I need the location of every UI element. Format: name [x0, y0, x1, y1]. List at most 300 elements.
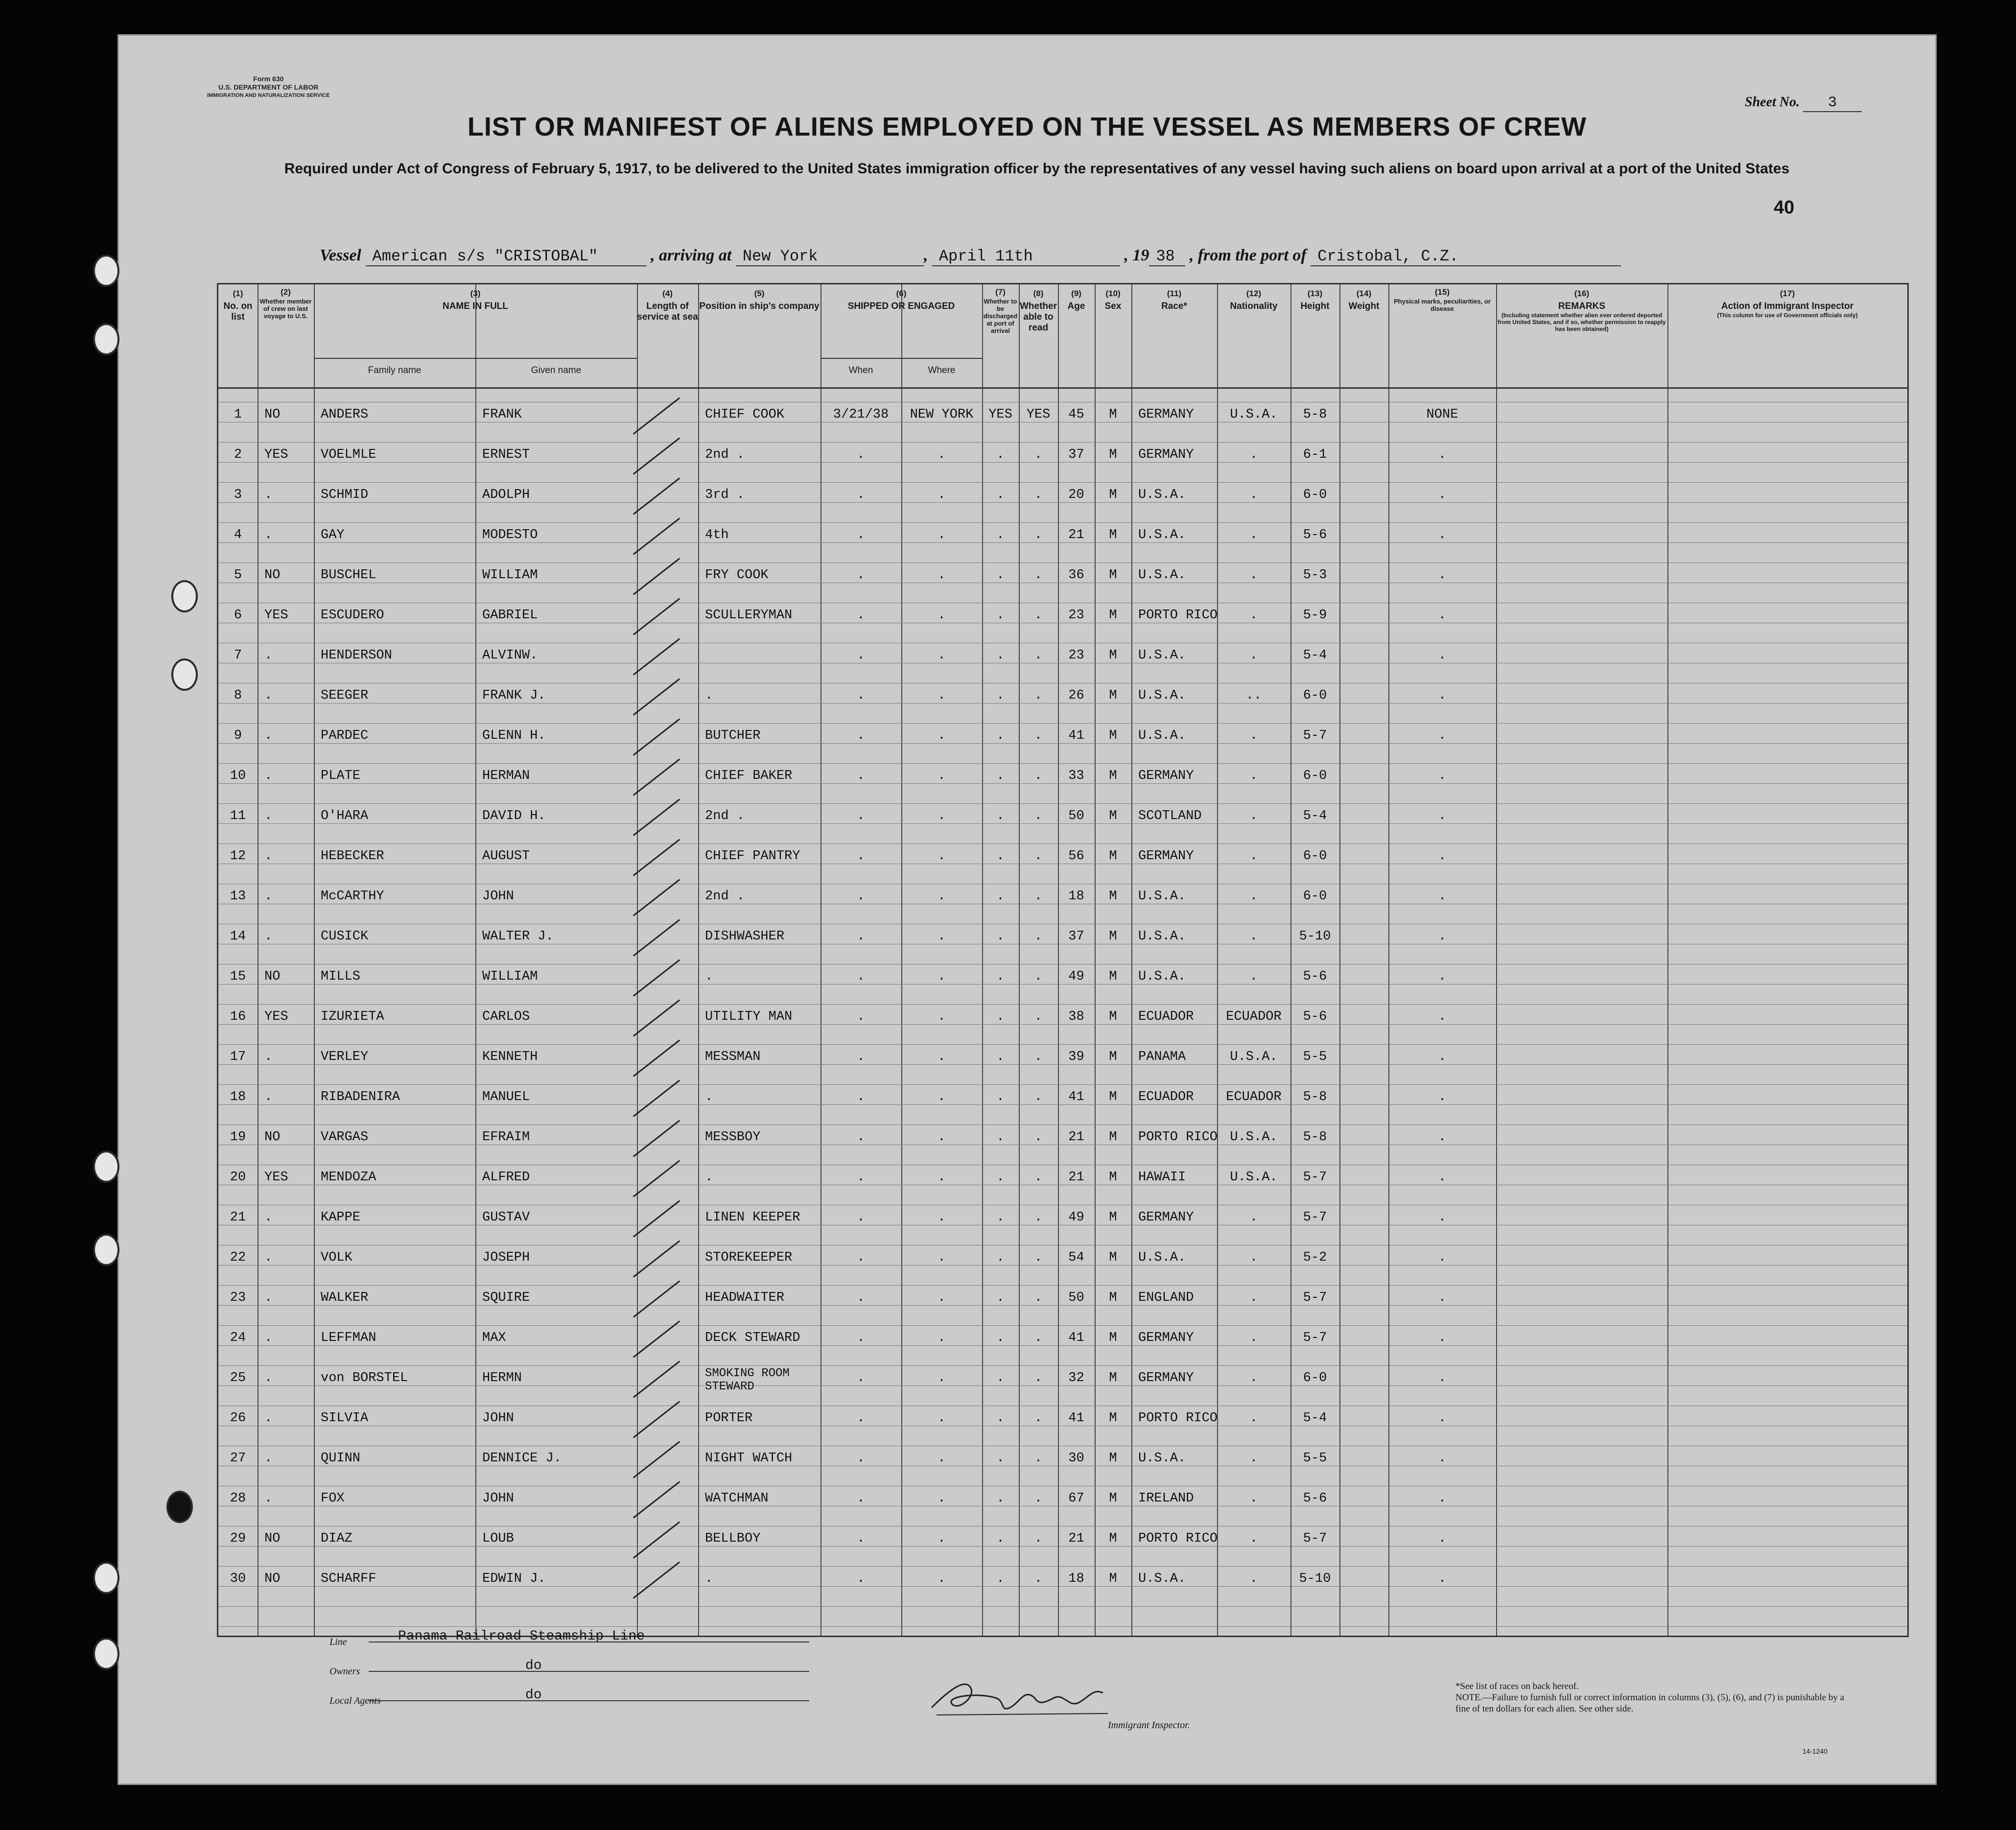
cell-family: VOLK: [321, 1250, 352, 1265]
cell-prev: .: [264, 1331, 273, 1345]
cell-position: BELLBOY: [705, 1531, 761, 1546]
cell-race: GERMANY: [1138, 769, 1194, 783]
cell-family: PLATE: [321, 769, 361, 783]
cell-marks: .: [1438, 809, 1447, 823]
cell-given: GABRIEL: [482, 608, 538, 623]
cell-no: 17: [230, 1050, 246, 1064]
cell-sex: M: [1109, 1331, 1117, 1345]
cell-marks: .: [1438, 688, 1447, 703]
cell-family: SCHARFF: [321, 1572, 376, 1586]
column-header: [1019, 288, 1058, 333]
cell-position: 2nd .: [705, 809, 745, 823]
column-number: (4): [662, 289, 673, 298]
column-label: Action of Immigrant Inspector: [1721, 301, 1854, 311]
column-label: Height: [1300, 301, 1330, 311]
department-name: U.S. DEPARTMENT OF LABOR: [218, 83, 319, 91]
cell-nationality: .: [1249, 488, 1258, 502]
cell-read: .: [1034, 1050, 1043, 1064]
cell-nationality: .: [1249, 528, 1258, 542]
column-label: Whether to be discharged at port of arrival: [983, 298, 1018, 334]
cell-height: 6-0: [1303, 688, 1327, 703]
cell-when: .: [857, 648, 865, 663]
cell-position: BUTCHER: [705, 728, 761, 743]
cell-when: .: [857, 447, 865, 462]
cell-discharged: .: [996, 688, 1005, 703]
cell-when: .: [857, 608, 865, 623]
column-label: Whether member of crew on last voyage to U.S.: [259, 298, 312, 320]
cell-nationality: .: [1249, 1491, 1258, 1506]
cell-when: .: [857, 929, 865, 944]
cell-family: DIAZ: [321, 1531, 352, 1546]
cell-race: ENGLAND: [1138, 1290, 1194, 1305]
cell-position: .: [705, 1090, 713, 1104]
cell-read: YES: [1026, 407, 1051, 422]
column-number: (17): [1780, 289, 1795, 298]
cell-height: 5-5: [1303, 1451, 1327, 1466]
cell-marks: .: [1438, 488, 1447, 502]
cell-nationality: ECUADOR: [1226, 1009, 1282, 1024]
cell-given: FRANK: [482, 407, 522, 422]
cell-position: HEADWAITER: [705, 1290, 785, 1305]
cell-no: 14: [230, 929, 246, 944]
cell-sex: M: [1109, 1050, 1117, 1064]
arrival-year: 38: [1149, 247, 1185, 266]
cell-prev: YES: [264, 608, 288, 623]
column-header: [1388, 288, 1496, 312]
cell-position: .: [705, 688, 713, 703]
cell-height: 5-9: [1303, 608, 1327, 623]
cell-read: .: [1034, 488, 1043, 502]
column-number: (1): [233, 289, 243, 298]
cell-no: 27: [230, 1451, 246, 1466]
line-value: Panama Railroad Steamship Line: [398, 1629, 645, 1644]
cell-discharged: .: [996, 969, 1005, 984]
column-number: (10): [1105, 289, 1121, 298]
column-header: [1339, 288, 1388, 312]
cell-where: .: [938, 1009, 946, 1024]
cell-no: 5: [234, 568, 242, 583]
cell-read: .: [1034, 1451, 1043, 1466]
cell-nationality: .: [1249, 1331, 1258, 1345]
cell-marks: .: [1438, 1130, 1447, 1145]
column-header: [820, 288, 982, 312]
cell-race: ECUADOR: [1138, 1090, 1194, 1104]
cell-position: 3rd .: [705, 488, 745, 502]
cell-race: PORTO RICO: [1138, 1411, 1218, 1426]
punch-hole: [93, 1638, 119, 1670]
cell-marks: .: [1438, 1170, 1447, 1185]
from-label: , from the port of: [1189, 246, 1307, 264]
cell-given: MANUEL: [482, 1090, 530, 1104]
cell-read: .: [1034, 1130, 1043, 1145]
cell-given: JOHN: [482, 1491, 514, 1506]
cell-given: WILLIAM: [482, 568, 538, 583]
cell-race: U.S.A.: [1138, 568, 1186, 583]
cell-height: 6-1: [1303, 447, 1327, 462]
cell-family: SEEGER: [321, 688, 369, 703]
cell-where: .: [938, 488, 946, 502]
cell-no: 13: [230, 889, 246, 904]
cell-read: .: [1034, 1572, 1043, 1586]
cell-race: U.S.A.: [1138, 889, 1186, 904]
cell-read: .: [1034, 1170, 1043, 1185]
cell-height: 5-4: [1303, 809, 1327, 823]
cell-where: .: [938, 1331, 946, 1345]
cell-family: CUSICK: [321, 929, 369, 944]
cell-marks: NONE: [1426, 407, 1458, 422]
cell-age: 50: [1068, 1290, 1084, 1305]
cell-where: .: [938, 969, 946, 984]
header-rule: [218, 387, 1907, 389]
cell-discharged: .: [996, 1411, 1005, 1426]
cell-height: 5-7: [1303, 1531, 1327, 1546]
crew-table: [217, 283, 1909, 1637]
cell-race: GERMANY: [1138, 407, 1194, 422]
cell-age: 67: [1068, 1491, 1084, 1506]
cell-no: 6: [234, 608, 242, 623]
cell-discharged: .: [996, 1009, 1005, 1024]
cell-discharged: .: [996, 1331, 1005, 1345]
cell-nationality: .: [1249, 849, 1258, 864]
cell-where: .: [938, 1411, 946, 1426]
cell-family: KAPPE: [321, 1210, 361, 1225]
cell-prev: .: [264, 1451, 273, 1466]
cell-height: 6-0: [1303, 769, 1327, 783]
cell-height: 5-6: [1303, 528, 1327, 542]
cell-discharged: .: [996, 929, 1005, 944]
cell-when: .: [857, 728, 865, 743]
cell-age: 23: [1068, 648, 1084, 663]
cell-sex: M: [1109, 1250, 1117, 1265]
cell-where: .: [938, 1290, 946, 1305]
cell-prev: .: [264, 528, 273, 542]
cell-age: 50: [1068, 809, 1084, 823]
cell-given: WALTER J.: [482, 929, 554, 944]
cell-position: CHIEF COOK: [705, 407, 785, 422]
cell-marks: .: [1438, 1290, 1447, 1305]
cell-where: .: [938, 1572, 946, 1586]
cell-no: 4: [234, 528, 242, 542]
cell-given: FRANK J.: [482, 688, 546, 703]
punch-hole: [93, 1562, 119, 1594]
cell-nationality: .: [1249, 809, 1258, 823]
cell-race: PORTO RICO: [1138, 1531, 1218, 1546]
cell-read: .: [1034, 769, 1043, 783]
cell-family: WALKER: [321, 1290, 369, 1305]
cell-read: .: [1034, 1210, 1043, 1225]
cell-age: 36: [1068, 568, 1084, 583]
cell-prev: NO: [264, 1572, 281, 1586]
column-label: SHIPPED OR ENGAGED: [847, 301, 955, 311]
cell-nationality: .: [1249, 1572, 1258, 1586]
cell-family: HEBECKER: [321, 849, 384, 864]
cell-prev: .: [264, 1090, 273, 1104]
cell-height: 5-8: [1303, 1090, 1327, 1104]
subheader-rule: [820, 358, 982, 359]
cell-height: 5-2: [1303, 1250, 1327, 1265]
cell-read: .: [1034, 447, 1043, 462]
cell-position: .: [705, 1170, 713, 1185]
vessel-name: American s/s "CRISTOBAL": [366, 247, 647, 266]
column-number: (2): [281, 287, 291, 297]
cell-nationality: .: [1249, 608, 1258, 623]
column-header: [314, 288, 637, 312]
cell-marks: .: [1438, 1531, 1447, 1546]
cell-prev: NO: [264, 1130, 281, 1145]
cell-position: CHIEF PANTRY: [705, 849, 800, 864]
cell-race: GERMANY: [1138, 849, 1194, 864]
footer-line: [329, 1629, 645, 1648]
cell-family: IZURIETA: [321, 1009, 384, 1024]
cell-given: GUSTAV: [482, 1210, 530, 1225]
cell-no: 3: [234, 488, 242, 502]
cell-where: .: [938, 1491, 946, 1506]
cell-prev: YES: [264, 447, 288, 462]
cell-sex: M: [1109, 688, 1117, 703]
footer-agents: [329, 1688, 542, 1707]
column-number: (8): [1033, 289, 1044, 298]
cell-read: .: [1034, 728, 1043, 743]
cell-where: .: [938, 1531, 946, 1546]
cell-race: U.S.A.: [1138, 728, 1186, 743]
cell-read: .: [1034, 1250, 1043, 1265]
cell-age: 41: [1068, 1331, 1084, 1345]
vessel-label: Vessel: [320, 246, 361, 264]
cell-nationality: .: [1249, 1210, 1258, 1225]
cell-age: 26: [1068, 688, 1084, 703]
cell-discharged: .: [996, 1572, 1005, 1586]
punch-hole: [171, 580, 198, 612]
cell-no: 28: [230, 1491, 246, 1506]
cell-where: .: [938, 1130, 946, 1145]
cell-position: SMOKING ROOM STEWARD: [705, 1367, 790, 1393]
subheader-rule: [314, 358, 637, 359]
cell-family: VARGAS: [321, 1130, 369, 1145]
cell-no: 16: [230, 1009, 246, 1024]
cell-marks: .: [1438, 648, 1447, 663]
cell-where: .: [938, 889, 946, 904]
column-header: [1290, 288, 1339, 312]
cell-when: .: [857, 488, 865, 502]
cell-age: 30: [1068, 1451, 1084, 1466]
cell-age: 21: [1068, 1531, 1084, 1546]
cell-family: McCARTHY: [321, 889, 384, 904]
cell-read: .: [1034, 809, 1043, 823]
cell-prev: NO: [264, 407, 281, 422]
cell-marks: .: [1438, 969, 1447, 984]
cell-family: ANDERS: [321, 407, 369, 422]
cell-when: .: [857, 1210, 865, 1225]
cell-age: 21: [1068, 528, 1084, 542]
cell-when: 3/21/38: [833, 407, 889, 422]
cell-discharged: .: [996, 1491, 1005, 1506]
cell-when: .: [857, 688, 865, 703]
cell-sex: M: [1109, 407, 1117, 422]
column-label: Length of service at sea: [637, 301, 698, 322]
cell-position: PORTER: [705, 1411, 753, 1426]
cell-marks: .: [1438, 1210, 1447, 1225]
cell-where: .: [938, 1451, 946, 1466]
column-number: (6): [896, 289, 907, 298]
cell-family: SCHMID: [321, 488, 369, 502]
cell-read: .: [1034, 1290, 1043, 1305]
cell-position: WATCHMAN: [705, 1491, 769, 1506]
cell-given: MAX: [482, 1331, 506, 1345]
cell-read: .: [1034, 568, 1043, 583]
cell-when: .: [857, 1531, 865, 1546]
departure-port: Cristobal, C.Z.: [1311, 247, 1621, 266]
cell-family: O'HARA: [321, 809, 369, 823]
cell-position: 2nd .: [705, 447, 745, 462]
cell-discharged: YES: [988, 407, 1012, 422]
cell-race: U.S.A.: [1138, 528, 1186, 542]
cell-marks: .: [1438, 849, 1447, 864]
cell-sex: M: [1109, 1130, 1117, 1145]
cell-no: 1: [234, 407, 242, 422]
cell-given: LOUB: [482, 1531, 514, 1546]
column-header: [1217, 288, 1290, 312]
column-number: (14): [1356, 289, 1372, 298]
cell-discharged: .: [996, 849, 1005, 864]
cell-height: 5-8: [1303, 407, 1327, 422]
cell-family: MENDOZA: [321, 1170, 376, 1185]
cell-prev: .: [264, 769, 273, 783]
cell-marks: .: [1438, 608, 1447, 623]
cell-given: JOHN: [482, 889, 514, 904]
cell-no: 10: [230, 769, 246, 783]
cell-position: UTILITY MAN: [705, 1009, 793, 1024]
cell-age: 18: [1068, 1572, 1084, 1586]
cell-given: HERMN: [482, 1371, 522, 1385]
cell-no: 20: [230, 1170, 246, 1185]
cell-read: .: [1034, 1331, 1043, 1345]
cell-nationality: .: [1249, 769, 1258, 783]
cell-age: 21: [1068, 1170, 1084, 1185]
cell-height: 5-4: [1303, 1411, 1327, 1426]
cell-marks: .: [1438, 1009, 1447, 1024]
cell-marks: .: [1438, 728, 1447, 743]
line-label: Line: [329, 1637, 347, 1647]
cell-height: 5-6: [1303, 1491, 1327, 1506]
cell-given: ALFRED: [482, 1170, 530, 1185]
cell-nationality: U.S.A.: [1230, 1130, 1278, 1145]
column-label: REMARKS: [1558, 301, 1606, 311]
cell-read: .: [1034, 1531, 1043, 1546]
cell-sex: M: [1109, 608, 1117, 623]
cell-prev: .: [264, 1411, 273, 1426]
cell-nationality: .: [1249, 648, 1258, 663]
agents-label: Local Agents: [329, 1695, 381, 1706]
cell-sex: M: [1109, 1491, 1117, 1506]
sheet-label: Sheet No.: [1745, 94, 1800, 110]
punch-hole: [166, 1491, 193, 1523]
cell-family: MILLS: [321, 969, 361, 984]
cell-read: .: [1034, 889, 1043, 904]
cell-family: VOELMLE: [321, 447, 376, 462]
cell-sex: M: [1109, 1411, 1117, 1426]
column-number: (7): [995, 287, 1006, 297]
cell-discharged: .: [996, 488, 1005, 502]
cell-prev: .: [264, 688, 273, 703]
subcolumn-header: Family name: [368, 365, 422, 375]
cell-prev: .: [264, 1491, 273, 1506]
cell-prev: NO: [264, 969, 281, 984]
cell-race: U.S.A.: [1138, 1250, 1186, 1265]
column-label: Physical marks, peculiarities, or disease: [1394, 298, 1491, 312]
cell-height: 6-0: [1303, 849, 1327, 864]
cell-height: 5-8: [1303, 1130, 1327, 1145]
cell-age: 38: [1068, 1009, 1084, 1024]
cell-when: .: [857, 969, 865, 984]
cell-age: 45: [1068, 407, 1084, 422]
cell-sex: M: [1109, 488, 1117, 502]
year-prefix: , 19: [1124, 246, 1149, 264]
manifest-sheet: [117, 34, 1937, 1785]
cell-nationality: U.S.A.: [1230, 407, 1278, 422]
cell-age: 33: [1068, 769, 1084, 783]
cell-sex: M: [1109, 1090, 1117, 1104]
cell-sex: M: [1109, 1170, 1117, 1185]
cell-age: 37: [1068, 929, 1084, 944]
cell-sex: M: [1109, 929, 1117, 944]
ruling-line: [218, 1626, 1907, 1627]
cell-prev: NO: [264, 1531, 281, 1546]
cell-discharged: .: [996, 1090, 1005, 1104]
cell-race: GERMANY: [1138, 1210, 1194, 1225]
cell-read: .: [1034, 929, 1043, 944]
cell-position: MESSBOY: [705, 1130, 761, 1145]
cell-position: 4th: [705, 528, 729, 542]
cell-no: 30: [230, 1572, 246, 1586]
cell-given: WILLIAM: [482, 969, 538, 984]
column-label: Weight: [1348, 301, 1380, 311]
cell-nationality: .: [1249, 1290, 1258, 1305]
cell-given: DENNICE J.: [482, 1451, 562, 1466]
page-subtitle: Required under Act of Congress of February 5, 1917, to be delivered to the United States immigration officer by the representatives of any vessel having such aliens on board upon arrival at a port of the United States: [284, 161, 1790, 177]
column-header: [1496, 288, 1667, 332]
column-header: [218, 288, 258, 323]
cell-nationality: ECUADOR: [1226, 1090, 1282, 1104]
cell-nationality: .: [1249, 1411, 1258, 1426]
cell-no: 7: [234, 648, 242, 663]
cell-when: .: [857, 568, 865, 583]
cell-discharged: .: [996, 769, 1005, 783]
agents-value: do: [525, 1688, 542, 1703]
punch-hole: [93, 1150, 119, 1183]
cell-discharged: .: [996, 648, 1005, 663]
subcolumn-header: Where: [928, 365, 956, 375]
page-number: 40: [1774, 197, 1795, 218]
inspector-signature: [922, 1668, 1118, 1722]
cell-read: .: [1034, 969, 1043, 984]
cell-race: U.S.A.: [1138, 488, 1186, 502]
column-header: [1058, 288, 1095, 312]
cell-race: PANAMA: [1138, 1050, 1186, 1064]
cell-age: 41: [1068, 1411, 1084, 1426]
cell-race: U.S.A.: [1138, 1572, 1186, 1586]
cell-position: DISHWASHER: [705, 929, 785, 944]
column-number: (16): [1574, 289, 1590, 298]
cell-when: .: [857, 1290, 865, 1305]
cell-family: FOX: [321, 1491, 345, 1506]
cell-marks: .: [1438, 1050, 1447, 1064]
cell-marks: .: [1438, 568, 1447, 583]
cell-marks: .: [1438, 1451, 1447, 1466]
cell-where: .: [938, 1090, 946, 1104]
ruling-line: [218, 1606, 1907, 1607]
cell-sex: M: [1109, 969, 1117, 984]
cell-prev: YES: [264, 1009, 288, 1024]
